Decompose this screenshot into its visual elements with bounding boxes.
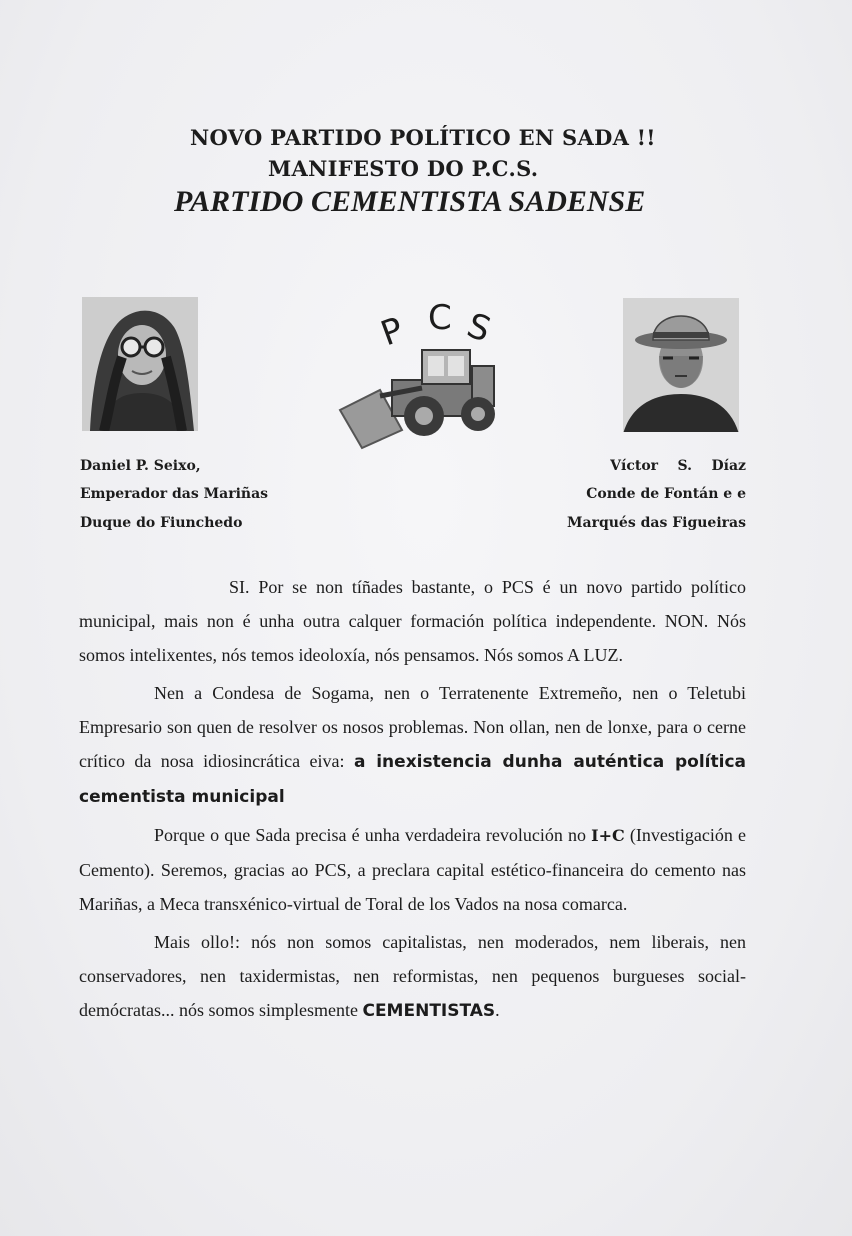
- portrait-photo-left: [82, 297, 198, 431]
- left-person-name: Daniel P. Seixo,: [80, 458, 201, 474]
- manifesto-heading: MANIFESTO DO P.C.S.: [268, 156, 539, 181]
- party-name: PARTIDO CEMENTISTA SADENSE: [174, 185, 646, 218]
- manifesto-body: [79, 570, 746, 1032]
- paragraph-3-text: Porque o que Sada precisa é unha verdadeira revolución no: [154, 825, 592, 845]
- logo-letter-s: S: [461, 305, 496, 351]
- paragraph-3-rest: (Investigación e Cemento). Seremos, gracias ao PCS, a preclara capital estético-financeira do cemento nas Mariñas, a Meca transxénico-virtual de Toral de los Vados na nosa comarca.: [79, 825, 746, 914]
- paragraph-4-bold: CEMENTISTAS: [362, 1001, 496, 1021]
- paragraph-3: [79, 818, 746, 921]
- logo-letter-c: C: [428, 298, 452, 338]
- headline: NOVO PARTIDO POLÍTICO EN SADA !!: [190, 125, 656, 150]
- logo-letter-p: P: [375, 309, 409, 355]
- paragraph-2: [79, 676, 746, 814]
- portrait-photo-right: [623, 298, 739, 432]
- right-person-title1: Conde de Fontán e e: [586, 486, 746, 502]
- pcs-logo: [332, 292, 532, 460]
- left-person-title1: Emperador das Mariñas: [80, 486, 269, 502]
- left-person-title2: Duque do Fiunchedo: [80, 515, 243, 531]
- bulldozer-icon: [340, 350, 495, 448]
- paragraph-4-text: Mais ollo!: nós non somos capitalistas, nen moderados, nem liberais, nen conservadores, nen taxidermistas, nen reformistas, nen pequenos burgueses social-demócratas... nós somos simplesmente: [79, 932, 746, 1020]
- paragraph-2-text: Nen a Condesa de Sogama, nen o Terratenente Extremeño, nen o Teletubi Empresario son quen de resolver os nosos problemas. Non ollan, nen de lonxe, para o cerne crítico da nosa idiosincrática eiva:: [79, 683, 746, 771]
- paragraph-4-end: .: [495, 1000, 500, 1020]
- right-person-name: Víctor S. Díaz: [610, 458, 746, 474]
- paragraph-4: [79, 925, 746, 1028]
- paragraph-3-bold: I+C: [591, 826, 625, 845]
- right-person-title2: Marqués das Figueiras: [567, 515, 746, 531]
- paragraph-2-bold: a inexistencia dunha auténtica política cementista municipal: [79, 752, 746, 807]
- paragraph-1: SI. Por se non tíñades bastante, o PCS é un novo partido político municipal, mais non é unha outra calquer formación política independente. NON. Nós somos intelixentes, nós temos ideoloxía, nós pensamos. Nós somos A LUZ.: [79, 577, 746, 665]
